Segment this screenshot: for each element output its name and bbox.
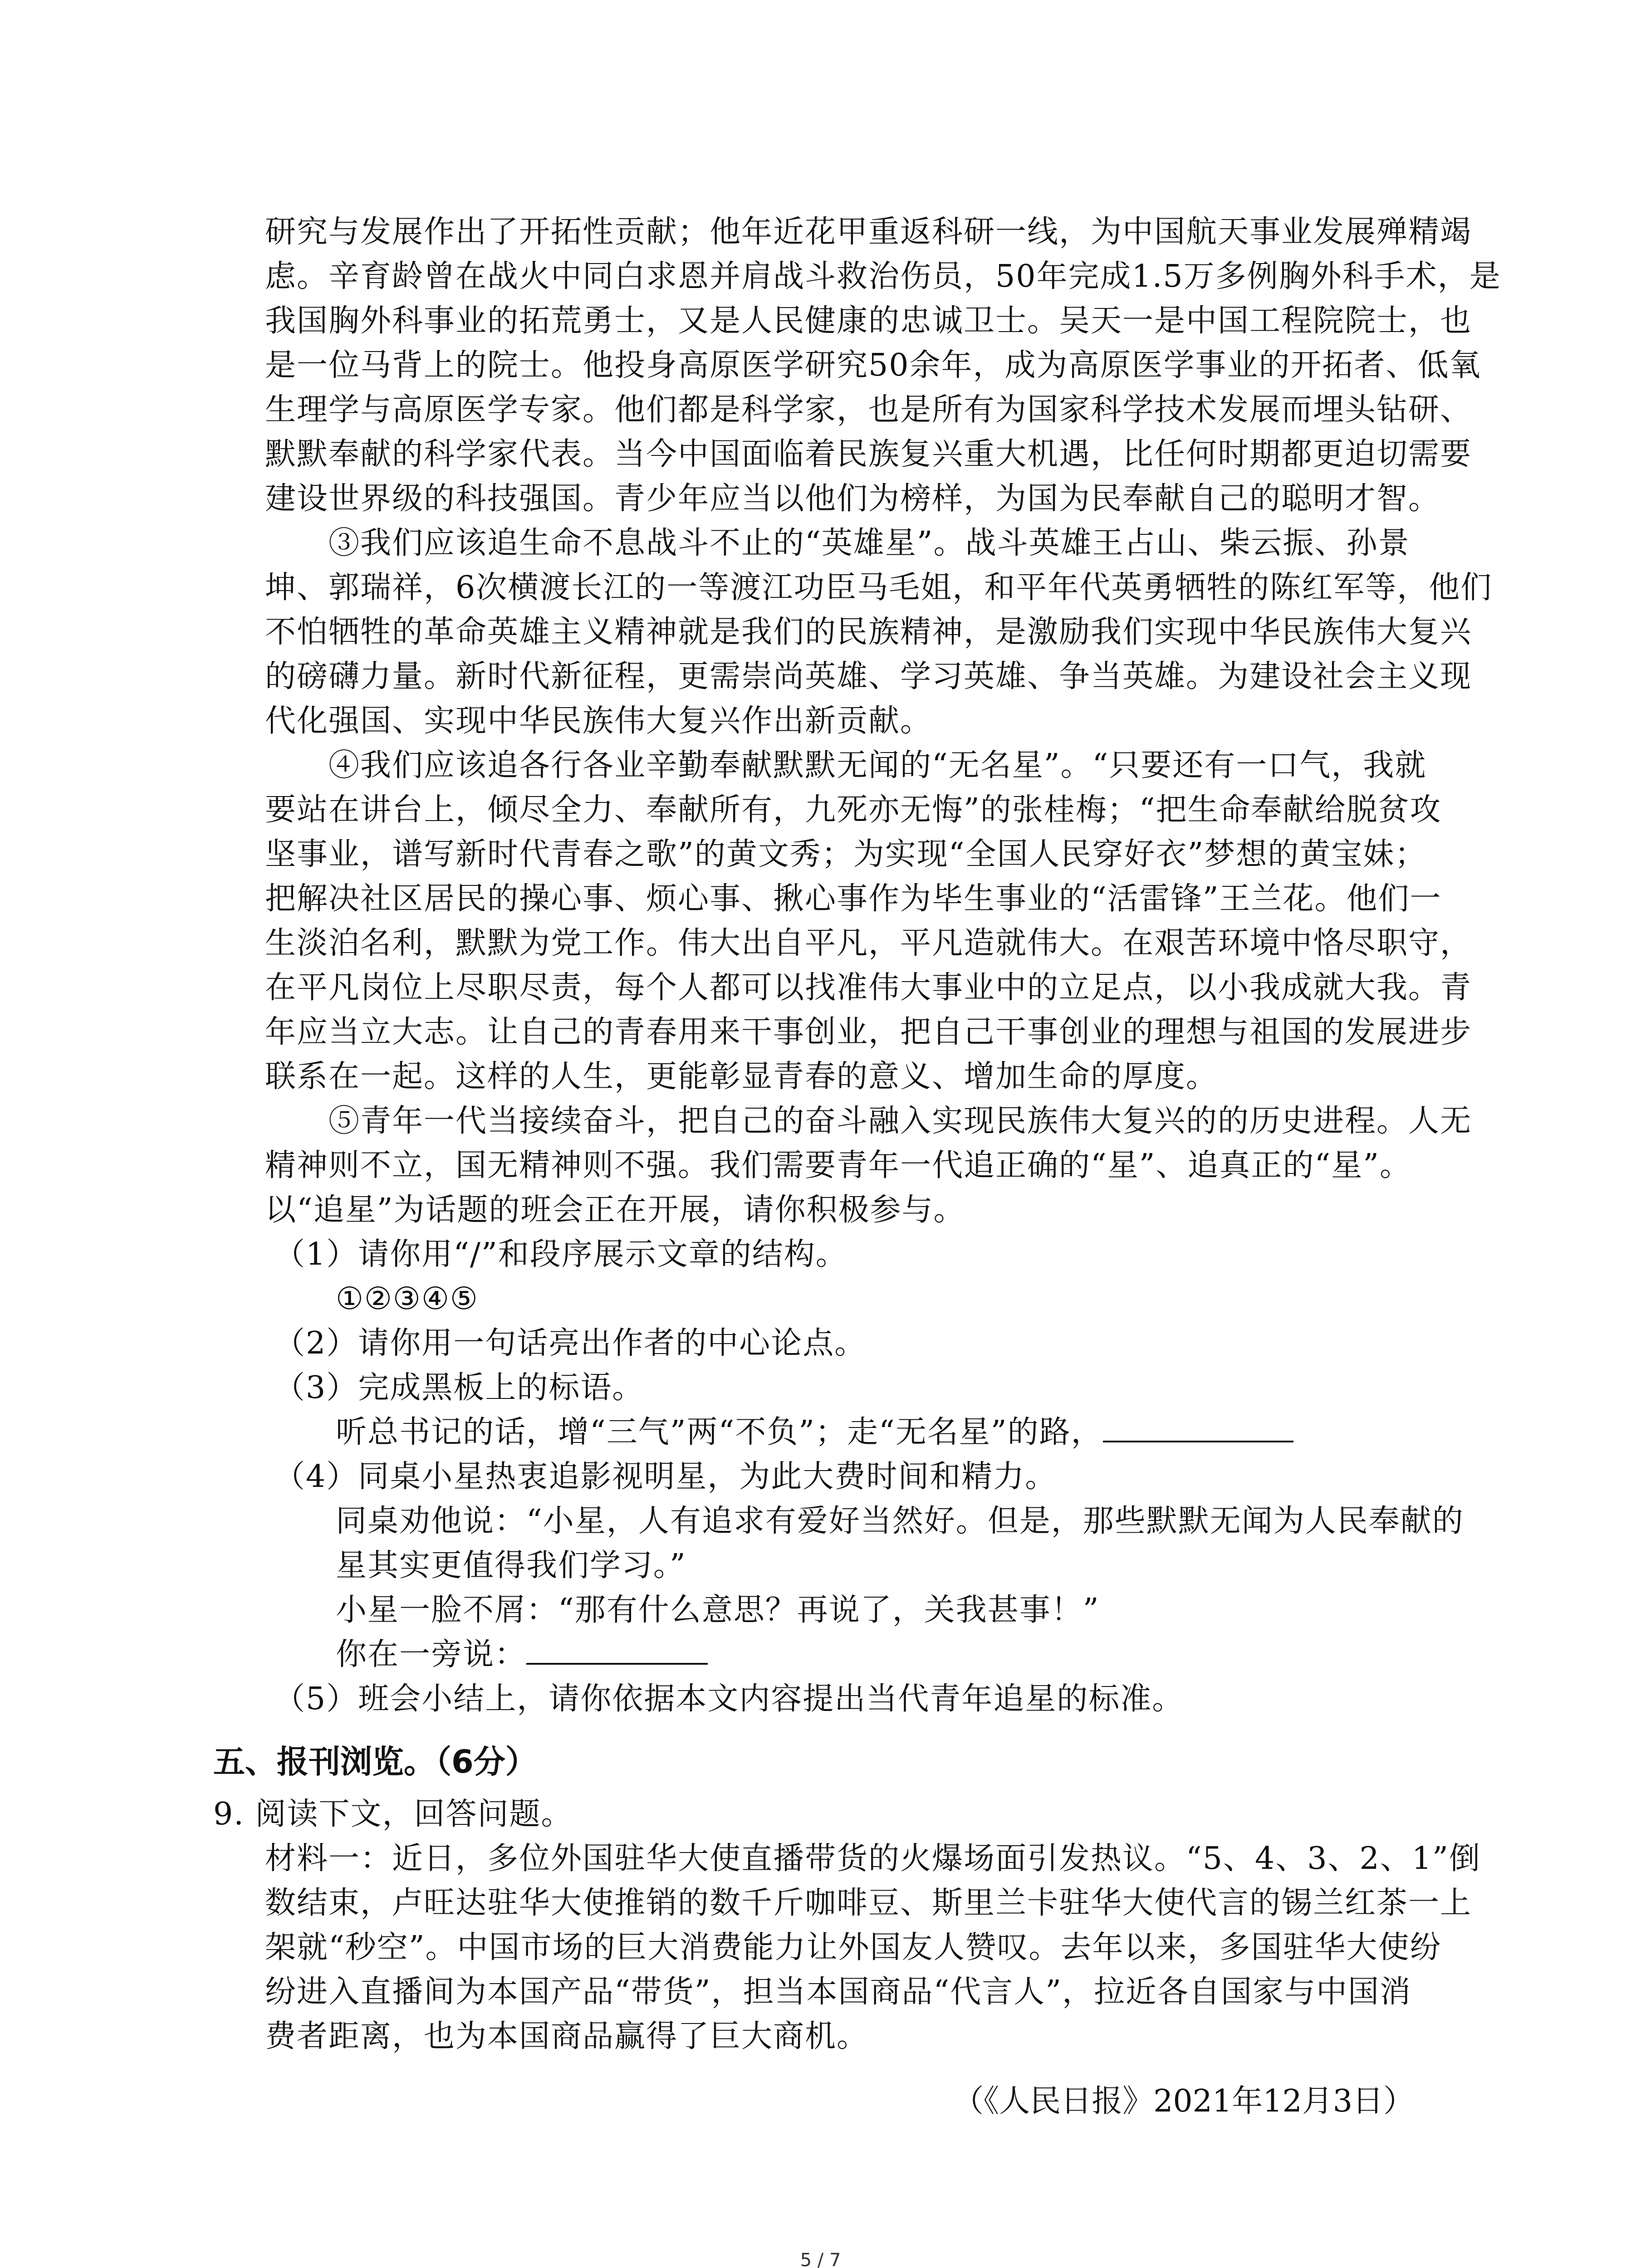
paragraph-5-line: ⑤青年一代当接续奋斗，把自己的奋斗融入实现民族伟大复兴的的历史进程。人无	[328, 1103, 1472, 1139]
material-1-line: 费者距离，也为本国商品赢得了巨大商机。	[265, 2019, 869, 2054]
material-1-line: 数结束，卢旺达驻华大使推销的数千斤咖啡豆、斯里兰卡驻华大使代言的锡兰红茶一上	[265, 1885, 1472, 1921]
paragraph-3-line: 坤、郭瑞祥，6次横渡长江的一等渡江功臣马毛姐，和平年代英勇牺牲的陈红军等，他们	[265, 570, 1493, 606]
page-number: 5 / 7	[800, 2250, 841, 2268]
paragraph-4-line: 年应当立大志。让自己的青春用来干事创业，把自己干事创业的理想与祖国的发展进步	[265, 1014, 1472, 1050]
paragraph-4-line: 坚事业，谱写新时代青春之歌”的黄文秀；为实现“全国人民穿好衣”梦想的黄宝妹；	[265, 836, 1427, 872]
slogan-text: 听总书记的话，增“三气”两“不负”；走“无名星”的路，	[336, 1414, 1103, 1450]
question-1: （1）请你用“/”和段序展示文章的结构。	[274, 1237, 847, 1272]
paragraph-4-line: 在平凡岗位上尽职尽责，每个人都可以找准伟大事业中的立足点，以小我成就大我。青	[265, 970, 1472, 1006]
answer-blank[interactable]	[1103, 1413, 1293, 1442]
material-1-line: 架就“秒空”。中国市场的巨大消费能力让外国友人赞叹。去年以来，多国驻华大使纷	[265, 1930, 1442, 1965]
question-3: （3）完成黑板上的标语。	[274, 1370, 644, 1406]
question-2: （2）请你用一句话亮出作者的中心论点。	[274, 1325, 867, 1361]
paragraph-5-line: 精神则不立，国无精神则不强。我们需要青年一代追正确的“星”、追真正的“星”。	[265, 1148, 1412, 1183]
material-1-line: 纷进入直播间为本国产品“带货”，担当本国商品“代言人”，拉近各自国家与中国消	[265, 1974, 1412, 2010]
section-5-title: 五、报刊浏览。（6分）	[213, 1743, 537, 1780]
paragraph-3-line: ③我们应该追生命不息战斗不止的“英雄星”。战斗英雄王占山、柴云振、孙景	[328, 525, 1410, 561]
paragraph-4-line: 把解决社区居民的操心事、烦心事、揪心事作为毕生事业的“活雷锋”王兰花。他们一	[265, 881, 1442, 917]
paragraph-4-line: 要站在讲台上，倾尽全力、奉献所有，九死亦无悔”的张桂梅；“把生命奉献给脱贫攻	[265, 792, 1442, 828]
paragraph-4-line: 生淡泊名利，默默为党工作。伟大出自平凡，平凡造就伟大。在艰苦环境中恪尽职守，	[265, 925, 1472, 961]
question-4-answer-line	[336, 1633, 708, 1677]
question-4: （4）同桌小星热衷追影视明星，为此大费时间和精力。	[274, 1459, 1057, 1495]
answer-prompt: 你在一旁说：	[336, 1637, 527, 1672]
paragraph-3-line: 的磅礴力量。新时代新征程，更需崇尚英雄、学习英雄、争当英雄。为建设社会主义现	[265, 659, 1472, 694]
question-1-paragraph-numbers: ①②③④⑤	[336, 1281, 479, 1317]
paragraph-2-line: 建设世界级的科技强国。青少年应当以他们为榜样，为国为民奉献自己的聪明才智。	[265, 481, 1440, 517]
paragraph-2-line: 我国胸外科事业的拓荒勇士，又是人民健康的忠诚卫士。吴天一是中国工程院院士，也	[265, 303, 1472, 339]
paragraph-2-line: 虑。辛育龄曾在战火中同白求恩并肩战斗救治伤员，50年完成1.5万多例胸外科手术，是	[265, 259, 1501, 294]
paragraph-2-line: 生理学与高原医学专家。他们都是科学家，也是所有为国家科学技术发展而埋头钻研、	[265, 392, 1472, 428]
material-1-source: （《人民日报》2021年12月3日）	[953, 2083, 1414, 2119]
paragraph-3-line: 不怕牺牲的革命英雄主义精神就是我们的民族精神，是激励我们实现中华民族伟大复兴	[265, 614, 1472, 650]
paragraph-2-line: 是一位马背上的院士。他投身高原医学研究50余年，成为高原医学事业的开拓者、低氧	[265, 347, 1481, 383]
paragraph-2-line: 默默奉献的科学家代表。当今中国面临着民族复兴重大机遇，比任何时期都更迫切需要	[265, 436, 1472, 472]
material-1-line: 材料一：近日，多位外国驻华大使直播带货的火爆场面引发热议。“5、4、3、2、1”倒	[265, 1841, 1481, 1877]
question-4-dialogue-line: 同桌劝他说：“小星，人有追求有爱好当然好。但是，那些默默无闻为人民奉献的	[336, 1503, 1464, 1539]
question-4-dialogue-line: 星其实更值得我们学习。”	[336, 1548, 686, 1584]
question-9: 9. 阅读下文，回答问题。	[213, 1796, 573, 1832]
question-5: （5）班会小结上，请你依据本文内容提出当代青年追星的标准。	[274, 1681, 1184, 1717]
paragraph-2-line: 研究与发展作出了开拓性贡献；他年近花甲重返科研一线，为中国航天事业发展殚精竭	[265, 214, 1472, 250]
paragraph-4-line: ④我们应该追各行各业辛勤奉献默默无闻的“无名星”。“只要还有一口气，我就	[328, 748, 1427, 783]
paragraph-3-line: 代化强国、实现中华民族伟大复兴作出新贡献。	[265, 703, 932, 739]
answer-blank[interactable]	[526, 1636, 708, 1665]
question-intro: 以“追星”为话题的班会正在开展，请你积极参与。	[265, 1192, 965, 1228]
paragraph-4-line: 联系在一起。这样的人生，更能彰显青春的意义、增加生命的厚度。	[265, 1059, 1218, 1095]
question-4-dialogue-line: 小星一脸不屑：“那有什么意思？再说了，关我甚事！”	[336, 1592, 1100, 1628]
question-3-slogan	[336, 1411, 1293, 1454]
